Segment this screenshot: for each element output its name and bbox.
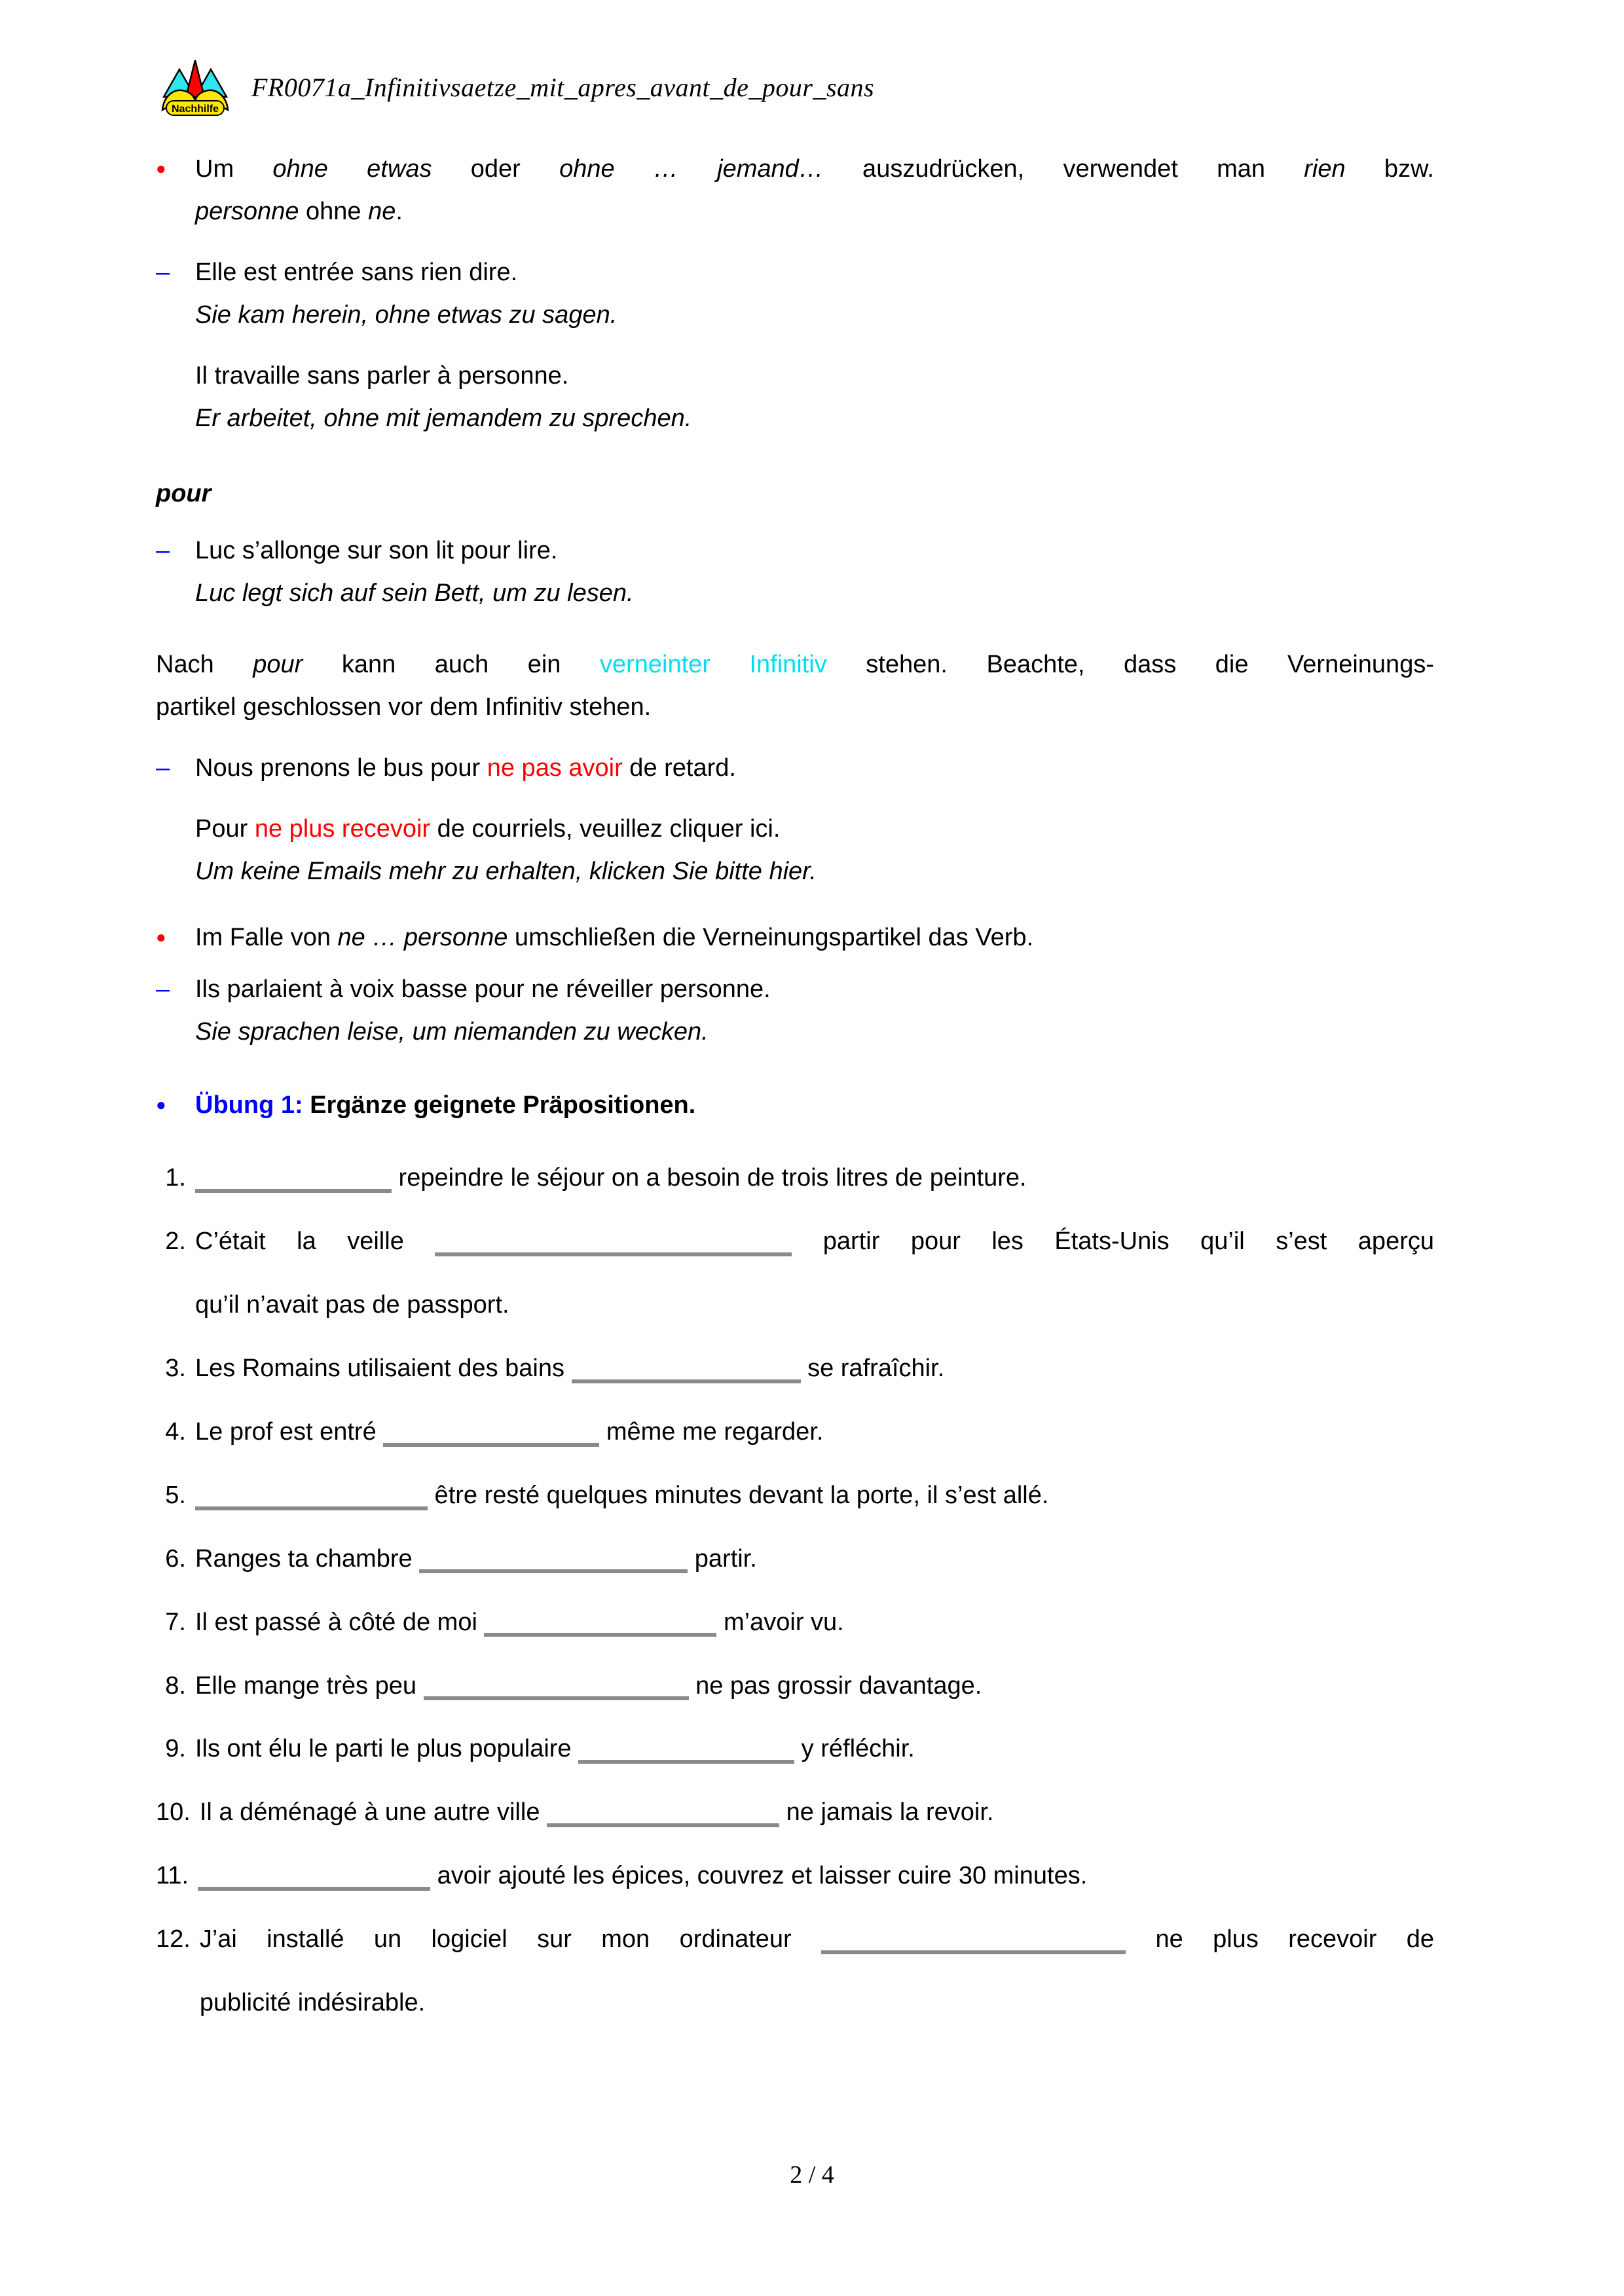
- item-text: [198, 1844, 1434, 1908]
- exercise-item-10: [156, 1781, 1434, 1844]
- text-run: Ils ont élu le parti le plus populaire: [195, 1735, 579, 1763]
- text-run: ne jamais la revoir.: [779, 1798, 994, 1827]
- text-line: [195, 191, 1434, 233]
- text-run: Im Falle von: [195, 923, 338, 951]
- text-line: [195, 251, 1434, 294]
- answer-blank: [424, 1675, 689, 1700]
- text-run: de courriels, veuillez cliquer ici.: [430, 814, 781, 843]
- text-line: [195, 1210, 1434, 1273]
- dash-icon: –: [156, 258, 170, 286]
- text-run: avoir ajouté les épices, couvrez et laisser cuire 30 minutes.: [430, 1862, 1088, 1890]
- text-run: Sie sprachen leise, um niemanden zu wecken.: [195, 1017, 709, 1046]
- text-run: se rafraîchir.: [800, 1355, 945, 1383]
- text-run: Pour: [195, 814, 255, 843]
- text-line: [195, 1011, 1434, 1053]
- text-run: Il travaille sans parler à personne.: [195, 361, 569, 390]
- text-run: y réfléchir.: [794, 1735, 915, 1763]
- exercise-item-6: [156, 1527, 1434, 1591]
- text-line: [195, 1273, 1434, 1337]
- logo-center-peak-icon: [186, 60, 204, 97]
- answer-blank: [198, 1866, 430, 1891]
- text-line: [156, 686, 1434, 729]
- example-sans-1-fr: [156, 251, 1434, 294]
- note-ne-personne-text: [195, 917, 1434, 959]
- item-text: [195, 1400, 1434, 1464]
- text-run: Sie kam herein, ohne etwas zu sagen.: [195, 301, 618, 329]
- item-number: 3.: [165, 1355, 186, 1383]
- text-run: Luc legt sich auf sein Bett, um zu lesen.: [195, 579, 634, 607]
- text-line: [195, 1654, 1434, 1718]
- text-line: [195, 1400, 1434, 1464]
- answer-blank: [547, 1802, 779, 1827]
- text-line: [195, 1717, 1434, 1781]
- text-run: publicité indésirable.: [199, 1989, 426, 2017]
- text-run: auszudrücken, verwendet man: [823, 155, 1304, 183]
- text-run: ne pas avoir: [487, 754, 623, 782]
- text-line: [195, 397, 1434, 440]
- item-text: [195, 1464, 1434, 1527]
- bullet-icon: ●: [156, 1096, 166, 1115]
- item-number: 8.: [165, 1671, 186, 1700]
- note-sans-rule: [156, 148, 1434, 233]
- text-line: [156, 644, 1434, 686]
- nachhilfe-logo: [156, 58, 234, 118]
- text-run: Elle mange très peu: [195, 1671, 424, 1700]
- text-run: Um keine Emails mehr zu erhalten, klicken Sie bitte hier.: [195, 857, 817, 885]
- exercise-heading: [156, 1084, 1434, 1127]
- example-sans-2-fr: [156, 355, 1434, 397]
- exercise-item-1: [156, 1146, 1434, 1210]
- answer-blank: [435, 1231, 792, 1256]
- text-run: ne pas grossir davantage.: [688, 1671, 982, 1700]
- item-number: 12.: [156, 1925, 191, 1954]
- text-run: Nach: [156, 650, 253, 678]
- text-run: ne: [368, 197, 396, 225]
- item-number: 11.: [156, 1862, 189, 1890]
- example-pour-fr: [156, 530, 1434, 572]
- example-sans-2-de: [156, 397, 1434, 440]
- note-negated-infinitive: [156, 644, 1434, 729]
- text-run: être resté quelques minutes devant la porte, il s’est allé.: [428, 1481, 1049, 1509]
- text-run: ohne … jemand…: [559, 155, 824, 183]
- text-run: J’ai installé un logiciel sur mon ordinateur: [199, 1925, 822, 1954]
- text-line: [195, 294, 1434, 337]
- text-run: ohne etwas: [272, 155, 432, 183]
- item-number: 4.: [165, 1418, 186, 1446]
- item-number: 5.: [165, 1481, 186, 1509]
- exercise-item-5: [156, 1464, 1434, 1527]
- exercise-heading-text: [195, 1084, 1434, 1127]
- text-run: Il est passé à côté de moi: [195, 1608, 485, 1636]
- text-run: Er arbeitet, ohne mit jemandem zu sprechen.: [195, 404, 692, 432]
- exercise-item-8: [156, 1654, 1434, 1718]
- example-negation-2-fr: [156, 808, 1434, 850]
- example-text: [195, 968, 1434, 1011]
- logo-text: Nachhilfe: [171, 103, 219, 115]
- example-sans-1-de: [156, 294, 1434, 337]
- exercise-item-12: [156, 1908, 1434, 2035]
- text-run: Nous prenons le bus pour: [195, 754, 487, 782]
- item-text: [195, 1527, 1434, 1591]
- text-line: [195, 1464, 1434, 1527]
- text-run: ne plus recevoir: [254, 814, 431, 843]
- text-run: bzw.: [1345, 155, 1434, 183]
- exercise-item-4: [156, 1400, 1434, 1464]
- page-header: [0, 0, 1624, 118]
- item-number: 7.: [165, 1608, 186, 1636]
- note-ne-personne: [156, 917, 1434, 959]
- page-content: [0, 148, 1624, 2035]
- text-run: qu’il n’avait pas de passport.: [195, 1291, 509, 1319]
- text-run: m’avoir vu.: [716, 1608, 844, 1636]
- text-run: Um: [195, 155, 273, 183]
- example-text: [195, 747, 1434, 790]
- dash-icon: –: [156, 975, 170, 1003]
- item-text: [195, 1337, 1434, 1400]
- example-text: [195, 251, 1434, 294]
- page-number: 2 / 4: [790, 2161, 834, 2189]
- item-text: [200, 1908, 1434, 2035]
- text-line: [195, 1591, 1434, 1654]
- text-run: ne … personne: [337, 923, 508, 951]
- text-line: [195, 1527, 1434, 1591]
- text-run: partir pour les États-Unis qu’il s’est aperçu: [792, 1228, 1434, 1256]
- text-run: même me regarder.: [599, 1418, 824, 1446]
- example-pour-de: [156, 572, 1434, 615]
- text-run: Elle est entrée sans rien dire.: [195, 258, 518, 286]
- text-run: stehen. Beachte, dass die Verneinungs-: [826, 650, 1434, 678]
- answer-blank: [195, 1168, 392, 1193]
- answer-blank: [195, 1485, 428, 1510]
- text-run: ne plus recevoir de: [1126, 1925, 1435, 1954]
- dash-icon: –: [156, 536, 170, 564]
- text-run: Les Romains utilisaient des bains: [195, 1355, 572, 1383]
- text-run: .: [396, 197, 403, 225]
- answer-blank: [419, 1548, 688, 1573]
- example-personne-de: [156, 1011, 1434, 1053]
- item-text: [195, 1146, 1434, 1210]
- text-line: [200, 1908, 1434, 1971]
- text-run: partir.: [688, 1544, 757, 1573]
- note-sans-rule-text: [195, 148, 1434, 233]
- answer-blank: [383, 1421, 599, 1446]
- text-line: [195, 148, 1434, 191]
- text-run: verneinter Infinitiv: [599, 650, 827, 678]
- text-run: de retard.: [622, 754, 736, 782]
- item-number: 9.: [165, 1735, 186, 1763]
- text-run: repeindre le séjour on a besoin de trois litres de peinture.: [392, 1164, 1027, 1192]
- item-number: 2.: [165, 1228, 186, 1256]
- text-run: kann auch ein: [303, 650, 600, 678]
- text-line: [195, 1084, 1434, 1127]
- exercise-item-9: [156, 1717, 1434, 1781]
- text-line: [195, 808, 1434, 850]
- exercise-item-11: [156, 1844, 1434, 1908]
- item-text: [195, 1210, 1434, 1337]
- section-heading-pour: pour: [156, 479, 212, 507]
- text-line: [195, 850, 1434, 893]
- text-run: umschließen die Verneinungspartikel das Verb.: [507, 923, 1034, 951]
- item-number: 1.: [165, 1164, 186, 1192]
- exercise-item-7: [156, 1591, 1434, 1654]
- text-line: [195, 968, 1434, 1011]
- text-line: [195, 1146, 1434, 1210]
- example-negation-2-de: [156, 850, 1434, 893]
- document-title: FR0071a_Infinitivsaetze_mit_apres_avant_de_pour_sans: [251, 72, 875, 102]
- example-personne-fr: [156, 968, 1434, 1011]
- answer-blank: [484, 1612, 716, 1637]
- item-number: 6.: [165, 1544, 186, 1573]
- text-run: rien: [1304, 155, 1346, 183]
- item-text: [195, 1654, 1434, 1718]
- answer-blank: [578, 1739, 794, 1764]
- dash-icon: –: [156, 754, 170, 782]
- text-run: C’était la veille: [195, 1228, 435, 1256]
- text-run: oder: [432, 155, 560, 183]
- text-line: [200, 1971, 1434, 2035]
- text-line: [195, 747, 1434, 790]
- text-line: [195, 917, 1434, 959]
- text-run: Le prof est entré: [195, 1418, 384, 1446]
- page-footer: [0, 2154, 1624, 2196]
- text-line: [198, 1844, 1434, 1908]
- example-negation-1-fr: [156, 747, 1434, 790]
- text-line: [195, 572, 1434, 615]
- text-run: ohne: [299, 197, 369, 225]
- answer-blank: [821, 1929, 1126, 1954]
- example-text: [195, 530, 1434, 572]
- text-line: [195, 355, 1434, 397]
- text-line: [195, 1337, 1434, 1400]
- text-run: Ils parlaient à voix basse pour ne réveiller personne.: [195, 975, 771, 1003]
- text-run: personne: [195, 197, 299, 225]
- exercise-list: [156, 1146, 1434, 2034]
- text-run: Il a déménagé à une autre ville: [199, 1798, 547, 1827]
- text-run: partikel geschlossen vor dem Infinitiv stehen.: [156, 693, 652, 721]
- bullet-icon: ●: [156, 928, 166, 947]
- text-run: pour: [253, 650, 303, 678]
- text-line: [195, 530, 1434, 572]
- exercise-item-3: [156, 1337, 1434, 1400]
- exercise-item-2: [156, 1210, 1434, 1337]
- text-line: [200, 1781, 1434, 1844]
- item-text: [200, 1781, 1434, 1844]
- item-text: [195, 1591, 1434, 1654]
- text-run: Ranges ta chambre: [195, 1544, 420, 1573]
- answer-blank: [572, 1358, 801, 1383]
- text-run: Ergänze geignete Präpositionen.: [303, 1091, 696, 1120]
- item-text: [195, 1717, 1434, 1781]
- bullet-icon: ●: [156, 160, 166, 178]
- text-run: Übung 1:: [195, 1091, 303, 1120]
- text-run: Luc s’allonge sur son lit pour lire.: [195, 536, 558, 564]
- item-number: 10.: [156, 1798, 191, 1827]
